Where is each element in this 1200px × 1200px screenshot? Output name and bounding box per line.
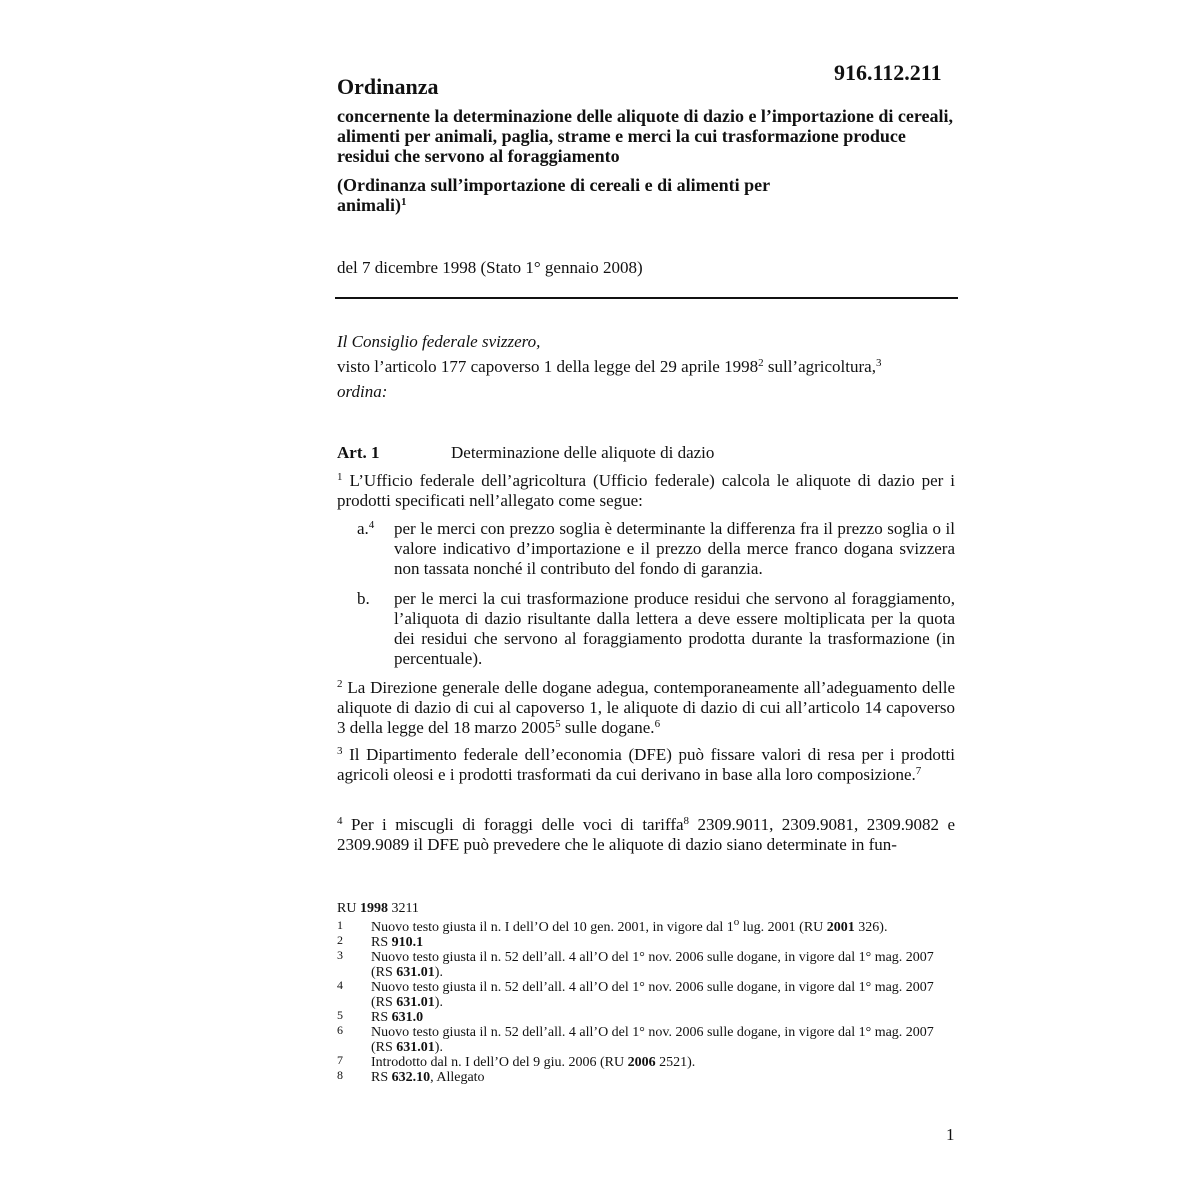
- footnote-text: Nuovo testo giusta il n. 52 dell’all. 4 all’O del 1° nov. 2006 sulle dogane, in vigore dal 1° mag. 2007 (RS: [371, 1025, 934, 1055]
- preamble-basis: [337, 354, 881, 379]
- preamble-decree: ordina:: [337, 382, 388, 401]
- footnote-ref-number[interactable]: 631.0: [391, 1010, 424, 1025]
- document-date: del 7 dicembre 1998 (Stato 1° gennaio 2008): [337, 258, 643, 277]
- paragraph-text-2: 2309.9011, 2309.9081, 2309.9082 e 2309.9089 il DFE può prevedere che le aliquote di dazio siano determinate in fun-: [337, 815, 955, 854]
- footnote-text-3: , Allegato: [430, 1070, 485, 1085]
- footnote-ref[interactable]: 5: [555, 718, 561, 730]
- footnote-text-3: ).: [434, 995, 443, 1010]
- document-title: Ordinanza: [337, 74, 439, 99]
- paragraph-text: Il Dipartimento federale dell’economia (DFE) può fissare valori di resa per i prodotti agricoli oleosi e i prodotti trasformati da cui derivano in base alla loro composizione.: [337, 745, 955, 784]
- list-label-text: a.: [357, 519, 369, 538]
- footnote-ordinal: o: [733, 916, 740, 928]
- footnote-number: 4: [337, 978, 343, 992]
- preamble: [337, 329, 881, 404]
- footnote: [337, 980, 937, 1010]
- sr-number: 916.112.211: [834, 60, 942, 85]
- paragraph-1: [337, 471, 955, 511]
- footnote-ref[interactable]: 3: [875, 357, 882, 369]
- footnotes: [337, 900, 937, 1085]
- ru-year: 1998: [359, 901, 388, 916]
- footnote: [337, 1055, 937, 1070]
- paragraph-text: La Direzione generale delle dogane adegua, contemporaneamente all’adeguamento delle aliquote di dazio di cui al capoverso 1, le aliquote di dazio di cui all’articolo 14 capoverso 3 della legge del 18 marzo 2005: [337, 678, 955, 737]
- footnote-number: 3: [337, 948, 343, 962]
- preamble-basis-text: visto l’articolo 177 capoverso 1 della legge del 29 aprile 1998: [337, 357, 759, 376]
- footnote-text: Nuovo testo giusta il n. I dell’O del 10 gen. 2001, in vigore dal 1: [371, 920, 734, 935]
- footnote-ref-number[interactable]: 2006: [627, 1055, 656, 1070]
- preamble-basis-text-2: sull’agricoltura,: [763, 357, 876, 376]
- publication-reference: [337, 900, 937, 918]
- footnote-text: Nuovo testo giusta il n. 52 dell’all. 4 all’O del 1° nov. 2006 sulle dogane, in vigore dal 1° mag. 2007 (RS: [371, 950, 934, 980]
- footnote: [337, 1025, 937, 1055]
- document-subject: concernente la determinazione delle aliquote di dazio e l’importazione di cereali, alimenti per animali, paglia, strame e merci la cui trasformazione produce residui che servono al foraggiamento: [337, 106, 954, 166]
- footnote-text: RS: [371, 935, 392, 950]
- article-number: Art. 1: [337, 443, 380, 462]
- footnote-number: 7: [337, 1053, 343, 1067]
- footnote-number: 1: [337, 918, 343, 932]
- footnote: [337, 935, 937, 950]
- paragraph-number: 2: [337, 678, 343, 690]
- footnote-ref[interactable]: 8: [683, 815, 690, 827]
- paragraph-text: L’Ufficio federale dell’agricoltura (Ufficio federale) calcola le aliquote di dazio per i prodotti specificati nell’allegato come segue:: [337, 471, 955, 510]
- footnote: [337, 1010, 937, 1025]
- page-number: 1: [946, 1125, 955, 1144]
- list-item-label: b.: [357, 589, 370, 608]
- footnote-text: RS: [371, 1070, 392, 1085]
- list-item-a: [337, 519, 955, 579]
- list-item-text: per le merci con prezzo soglia è determinante la differenza fra il prezzo soglia o il valore indicativo d’importazione e il prezzo della merce franco dogana svizzera non tassata nonché il contributo del fondo di garanzia.: [394, 519, 955, 578]
- footnote-number: 5: [337, 1008, 343, 1022]
- article-heading: [337, 443, 714, 463]
- list-item-b: [337, 589, 955, 669]
- footnote-text-2: lug. 2001 (RU: [739, 920, 827, 935]
- list-item-text: per le merci la cui trasformazione produce residui che servono al foraggiamento, l’aliquota di dazio risultante dalla lettera a deve essere moltiplicata per la quota dei residui che servono al foraggiamento prodotta durante la trasformazione (in percentuale).: [394, 589, 955, 668]
- footnote-text-3: ).: [434, 965, 443, 980]
- footnote-text: Introdotto dal n. I dell’O del 9 giu. 2006 (RU: [371, 1055, 628, 1070]
- footnote-number: 8: [337, 1068, 343, 1082]
- footnote-number: 2: [337, 933, 343, 947]
- paragraph-number: 4: [337, 815, 343, 827]
- short-title: [337, 175, 837, 215]
- footnote-text-3: 2521).: [655, 1055, 696, 1070]
- paragraph-number: 3: [337, 745, 343, 757]
- paragraph-text: Per i miscugli di foraggi delle voci di tariffa: [342, 815, 684, 834]
- footnote-ref-number[interactable]: 631.01: [396, 995, 435, 1010]
- footnote-text: RS: [371, 1010, 392, 1025]
- footnote-ref[interactable]: 2: [758, 357, 764, 369]
- footnote-text-3: 326).: [854, 920, 888, 935]
- footnote: [337, 1070, 937, 1085]
- footnote-ref-number[interactable]: 910.1: [391, 935, 424, 950]
- footnote-ref-number[interactable]: 632.10: [391, 1070, 431, 1085]
- footnote-text: Nuovo testo giusta il n. 52 dell’all. 4 all’O del 1° nov. 2006 sulle dogane, in vigore dal 1° mag. 2007 (RS: [371, 980, 934, 1010]
- footnote-ref[interactable]: 4: [368, 519, 375, 531]
- footnote-ref-number[interactable]: 2001: [826, 920, 855, 935]
- paragraph-text-2: sulle dogane.: [560, 718, 655, 737]
- divider: [335, 297, 958, 299]
- footnote-ref-number[interactable]: 631.01: [396, 965, 435, 980]
- paragraph-3: [337, 745, 955, 785]
- ru-prefix: RU: [337, 901, 357, 916]
- short-title-text: (Ordinanza sull’importazione di cereali e di alimenti per animali): [337, 175, 770, 215]
- footnote-ref[interactable]: 7: [915, 765, 922, 777]
- footnote-text-3: ).: [434, 1040, 443, 1055]
- ru-page: 3211: [391, 901, 419, 916]
- paragraph-number: 1: [337, 471, 343, 483]
- paragraph-2: [337, 678, 955, 738]
- list-item-label: [357, 519, 374, 539]
- footnote-number: 6: [337, 1023, 343, 1037]
- paragraph-4: [337, 815, 955, 855]
- footnote: [337, 950, 937, 980]
- footnote-ref-number[interactable]: 631.01: [396, 1040, 435, 1055]
- footnote-ref[interactable]: 6: [654, 718, 661, 730]
- footnote: [337, 916, 937, 935]
- preamble-authority: Il Consiglio federale svizzero,: [337, 332, 541, 351]
- article-title: Determinazione delle aliquote di dazio: [451, 443, 715, 462]
- footnote-ref[interactable]: 1: [401, 196, 407, 208]
